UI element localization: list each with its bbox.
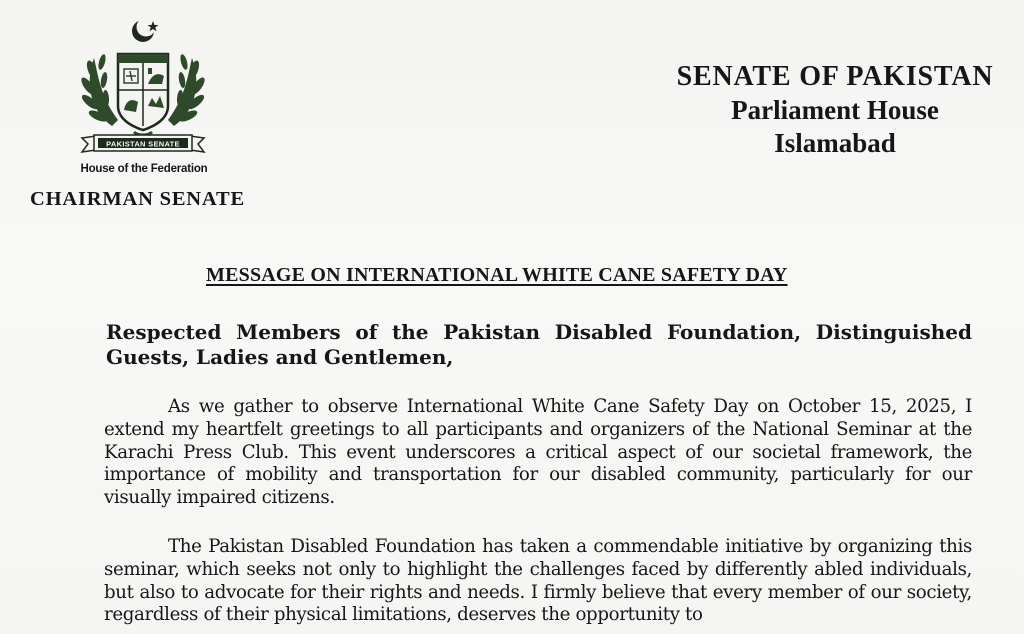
left-wreath-icon <box>79 53 118 126</box>
salutation <box>106 320 972 370</box>
emblem-ribbon <box>82 135 204 152</box>
office-title: CHAIRMAN SENATE <box>30 188 245 210</box>
crescent-icon <box>132 18 159 43</box>
message-title: MESSAGE ON INTERNATIONAL WHITE CANE SAFETY DAY <box>206 264 788 286</box>
shield-icon <box>118 54 168 130</box>
body-paragraph-1: As we gather to observe International White Cane Safety Day on October 15, 2025, I extend my heartfelt greetings to all participants and organizers of the National Seminar at the Karachi Press Club. This event underscores a critical aspect of our societal framework, the importance of mobility and transportation for our disabled community, particularly for our visually impaired citizens. <box>104 396 972 509</box>
salutation-line-1: Respected Members of the Pakistan Disabled Foundation, Distinguished <box>106 320 972 344</box>
salutation-line-2: Guests, Ladies and Gentlemen, <box>106 345 454 369</box>
institution-name: SENATE OF PAKISTAN <box>676 61 994 92</box>
letterhead-address <box>660 60 1010 160</box>
right-wreath-icon <box>168 53 207 126</box>
city-name: Islamabad <box>774 128 896 158</box>
house-of-federation-label: House of the Federation <box>80 163 208 175</box>
body-paragraph-2: The Pakistan Disabled Foundation has taken a commendable initiative by organizing this seminar, which seeks not only to highlight the challenges faced by differently abled individuals, but also to advocate for their rights and needs. I firmly believe that every member of our society, regardless of their physical limitations, deserves the opportunity to <box>104 536 972 626</box>
emblem-ribbon-text: PAKISTAN SENATE <box>106 139 180 149</box>
building-name: Parliament House <box>731 95 939 125</box>
state-emblem-icon <box>74 14 212 164</box>
